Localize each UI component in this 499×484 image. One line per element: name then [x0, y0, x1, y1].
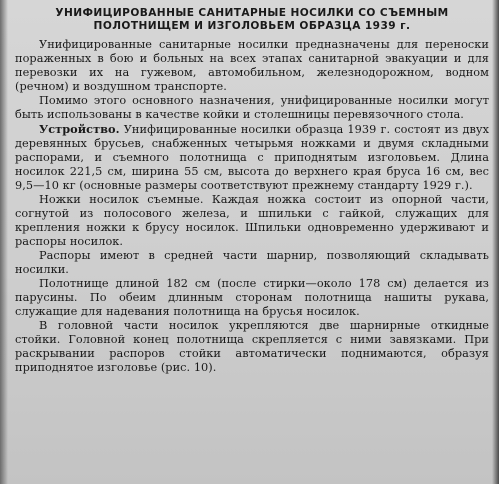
title-line-2: ПОЛОТНИЩЕМ И ИЗГОЛОВЬЕМ ОБРАЗЦА 1939 г. — [93, 20, 411, 32]
paragraph-construction-text: Унифицированные носилки образца 1939 г. состоят из двух деревянных брусьев, снабженных четырьмя ножками и двумя складными распорами, и съемного полотнища с приподнятым изголовьем. Длина носилок 221,5 см, ширина 55 см, высота до верхнего края бруса 16 см, вес 9,5—10 кг (основные размеры соответствуют прежнему стандарту 1929 г.). — [15, 123, 489, 192]
paragraph-alternative-use: Помимо этого основного назначения, унифицированные носилки могут быть использованы в качестве койки и столешницы перевязочного стола. — [15, 94, 489, 121]
paragraph-construction — [15, 122, 489, 193]
title-line-1: УНИФИЦИРОВАННЫЕ САНИТАРНЫЕ НОСИЛКИ СО СЪЕМНЫМ — [55, 7, 449, 19]
page-title — [15, 7, 489, 33]
paragraph-canvas: Полотнище длиной 182 см (после стирки—около 178 см) делается из парусины. По обеим длинным сторонам полотнища нашиты рукава, служащие для надевания полотнища на брусья носилок. — [15, 277, 489, 318]
section-runin-heading: Устройство. — [39, 122, 120, 136]
paragraph-spreaders: Распоры имеют в средней части шарнир, позволяющий складывать носилки. — [15, 249, 489, 276]
paragraph-legs: Ножки носилок съемные. Каждая ножка состоит из опорной части, согнутой из полосового железа, и шпильки с гайкой, служащих для крепления ножки к брусу носилок. Шпильки одновременно удерживают и распоры носилок. — [15, 193, 489, 248]
paragraph-purpose: Унифицированные санитарные носилки предназначены для переноски пораженных в бою и больных на всех этапах санитарной эвакуации и для перевозки их на гужевом, автомобильном, железнодорожном, водном (речном) и воздушном транспорте. — [15, 38, 489, 93]
paragraph-headrest: В головной части носилок укрепляются две шарнирные откидные стойки. Головной конец полотнища скрепляется с ними завязками. При раскрывании распоров стойки автоматически поднимаются, образуя приподнятое изголовье (рис. 10). — [15, 319, 489, 374]
